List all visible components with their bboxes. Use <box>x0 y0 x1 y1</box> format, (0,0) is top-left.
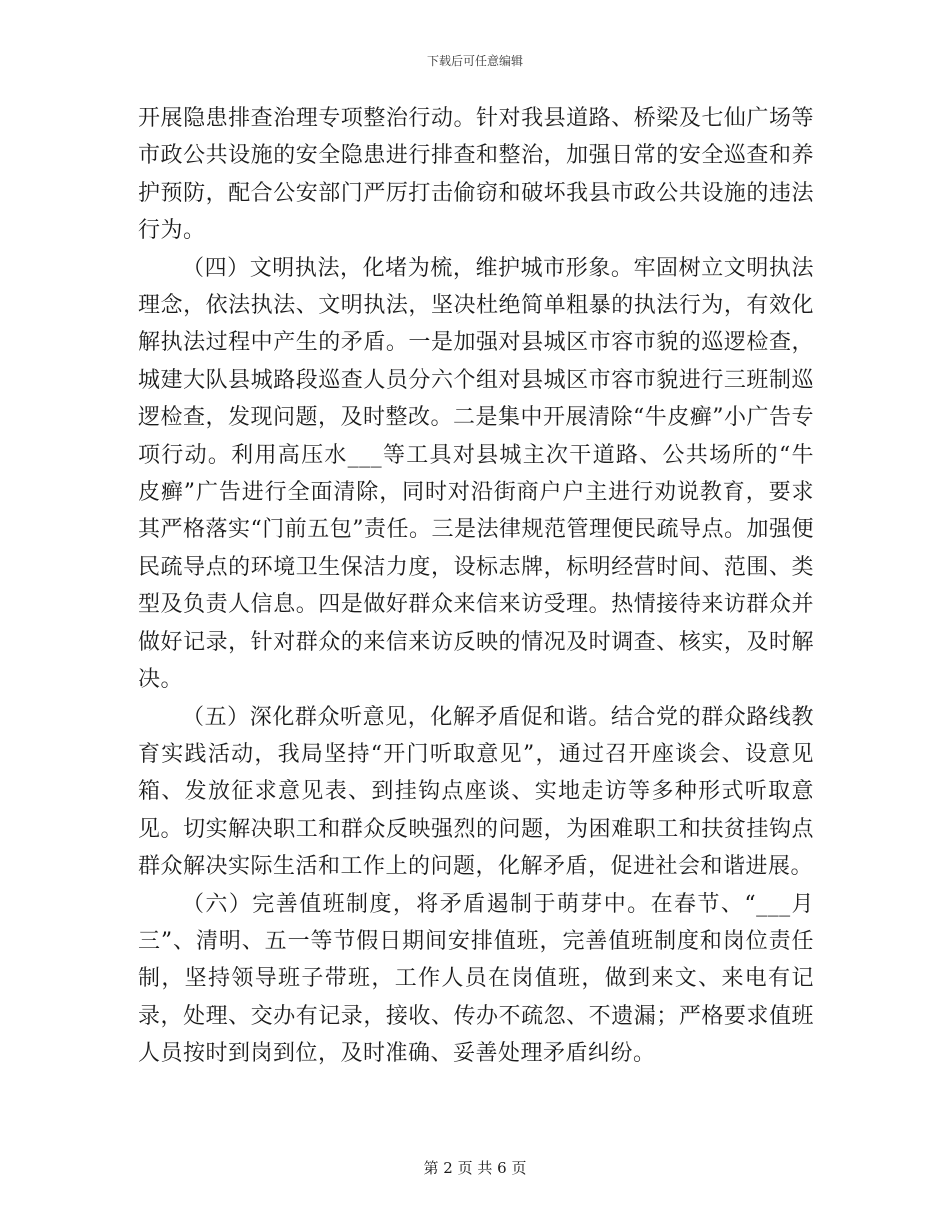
document-body <box>138 100 814 1073</box>
paragraph-section-5: （五）深化群众听意见，化解矛盾促和谐。结合党的群众路线教育实践活动，我局坚持“开门听取意见”，通过召开座谈会、设意见箱、发放征求意见表、到挂钩点座谈、实地走访等多种形式听取意见。切实解决职工和群众反映强烈的问题，为困难职工和扶贫挂钩点群众解决实际生活和工作上的问题，化解矛盾，促进社会和谐进展。 <box>138 704 814 880</box>
paragraph-continuation: 开展隐患排查治理专项整治行动。针对我县道路、桥梁及七仙广场等市政公共设施的安全隐患进行排查和整治，加强日常的安全巡查和养护预防，配合公安部门严厉打击偷窃和破坏我县市政公共设施的违法行为。 <box>138 106 814 244</box>
paragraph-section-4: （四）文明执法，化堵为梳，维护城市形象。牢固树立文明执法理念，依法执法、文明执法，坚决杜绝简单粗暴的执法行为，有效化解执法过程中产生的矛盾。一是加强对县城区市容市貌的巡逻检查，城建大队县城路段巡查人员分六个组对县城区市容市貌进行三班制巡逻检查，发现问题，及时整改。二是集中开展清除“牛皮癣”小广告专项行动。利用高压水___等工具对县城主次干道路、公共场所的“牛皮癣”广告进行全面清除，同时对沿街商户户主进行劝说教育，要求其严格落实“门前五包”责任。三是法律规范管理便民疏导点。加强便民疏导点的环境卫生保洁力度，设标志牌，标明经营时间、范围、类型及负责人信息。四是做好群众来信来访受理。热情接待来访群众并做好记录，针对群众的来信来访反映的情况及时调查、核实，及时解决。 <box>138 255 814 693</box>
page-number: 第 2 页 共 6 页 <box>423 1159 527 1177</box>
paragraph-section-6: （六）完善值班制度，将矛盾遏制于萌芽中。在春节、“___月三”、清明、五一等节假日期间安排值班，完善值班制度和岗位责任制，坚持领导班子带班，工作人员在岗值班，做到来文、来电有记录，处理、交办有记录，接收、传办不疏忽、不遗漏；严格要求值班人员按时到岗到位，及时准确、妥善处理矛盾纠纷。 <box>138 891 814 1067</box>
page-header-note: 下载后可任意编辑 <box>426 54 523 68</box>
